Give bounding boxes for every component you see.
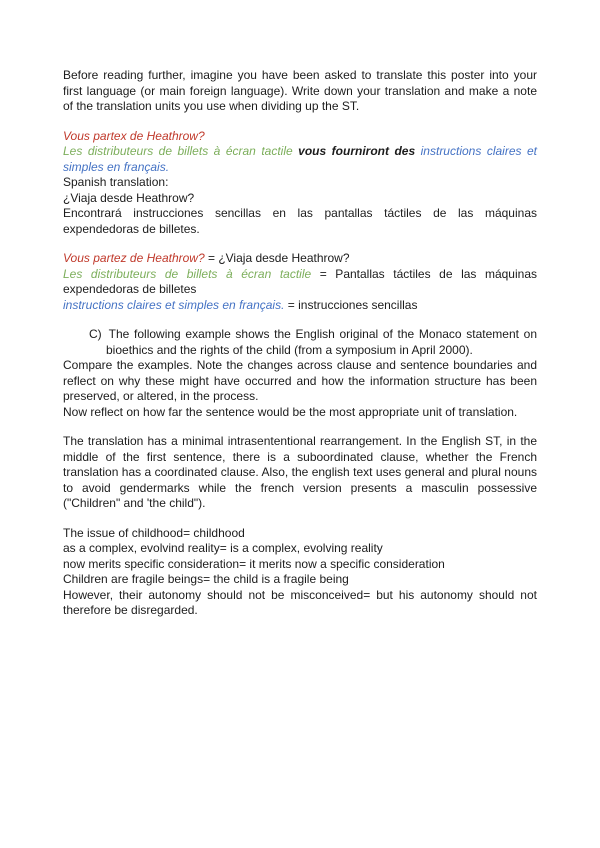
french-green-segment: Les distributeurs de billets à écran tactile: [63, 144, 299, 158]
equivalence-line: [63, 298, 537, 314]
intro-section: [63, 68, 537, 115]
unit-mapping-line: However, their autonomy should not be misconceived= but his autonomy should not therefore be disregarded.: [63, 587, 537, 617]
french-source-sentence: [63, 144, 537, 175]
equivalence-line: [63, 267, 537, 298]
equivalence-target: = ¿Viaja desde Heathrow?: [204, 251, 350, 265]
equivalence-source-red: Vous partez de Heathrow?: [63, 251, 205, 265]
exercise-c-marker: C): [89, 327, 102, 341]
spanish-translation-label: Spanish translation:: [63, 175, 169, 189]
equivalence-source-blue: instructions claires et simples en français.: [63, 297, 285, 312]
spanish-translation-sentence: Encontrará instrucciones sencillas en las pantallas táctiles de las máquinas expendedoras de billetes.: [63, 206, 537, 236]
analysis-section: [63, 434, 537, 512]
equivalences-section: [63, 251, 537, 313]
french-source-question: [63, 129, 537, 145]
unit-mappings-section: [63, 526, 537, 619]
equivalence-source-green: Les distributeurs de billets à écran tactile: [63, 266, 312, 281]
unit-mapping-line: Children are fragile beings= the child is a fragile being: [63, 572, 349, 586]
exercise-c-instruction-1: Compare the examples. Note the changes across clause and sentence boundaries and reflect on why these might have occurred and how the information structure has been preserved, or altered, in the process.: [63, 358, 537, 403]
spanish-translation-question: ¿Viaja desde Heathrow?: [63, 190, 195, 205]
exercise-c-instruction-2: Now reflect on how far the sentence would be the most appropriate unit of translation.: [63, 404, 518, 419]
french-poster-section: [63, 129, 537, 238]
exercise-c-statement: The following example shows the English original of the Monaco statement on bioethics and the rights of the child (from a symposium in April 2000).: [106, 327, 537, 357]
intro-paragraph: Before reading further, imagine you have been asked to translate this poster into your first language (or main foreign language). Write down your translation and make a note of the translation units you use when dividing up the ST.: [63, 68, 537, 113]
french-blue-segment: instructions claires et simples en français.: [63, 144, 537, 174]
french-red-segment: Vous partex de Heathrow?: [63, 128, 205, 143]
equivalence-target: = instrucciones sencillas: [284, 297, 418, 312]
french-bold-segment: vous fourniront des: [298, 144, 421, 158]
exercise-c-item: [63, 327, 537, 358]
equivalence-target: = Pantallas táctiles de las máquinas expendedoras de billetes: [63, 266, 537, 296]
exercise-c-section: [63, 327, 537, 420]
unit-mapping-line: as a complex, evolvind reality= is a complex, evolving reality: [63, 541, 383, 555]
analysis-paragraph: The translation has a minimal intrasententional rearrangement. In the English ST, in the middle of the first sentence, there is a suboordinated clause, whether the French translation has a coordinated clause. Also, the english text uses general and plural nouns to avoid gendermarks while the french version presents a masculin possessive ("Children" and 'the child").: [63, 434, 537, 510]
unit-mapping-line: The issue of childhood= childhood: [63, 525, 245, 540]
equivalence-line: [63, 251, 537, 267]
unit-mapping-line: now merits specific consideration= it merits now a specific consideration: [63, 556, 445, 571]
